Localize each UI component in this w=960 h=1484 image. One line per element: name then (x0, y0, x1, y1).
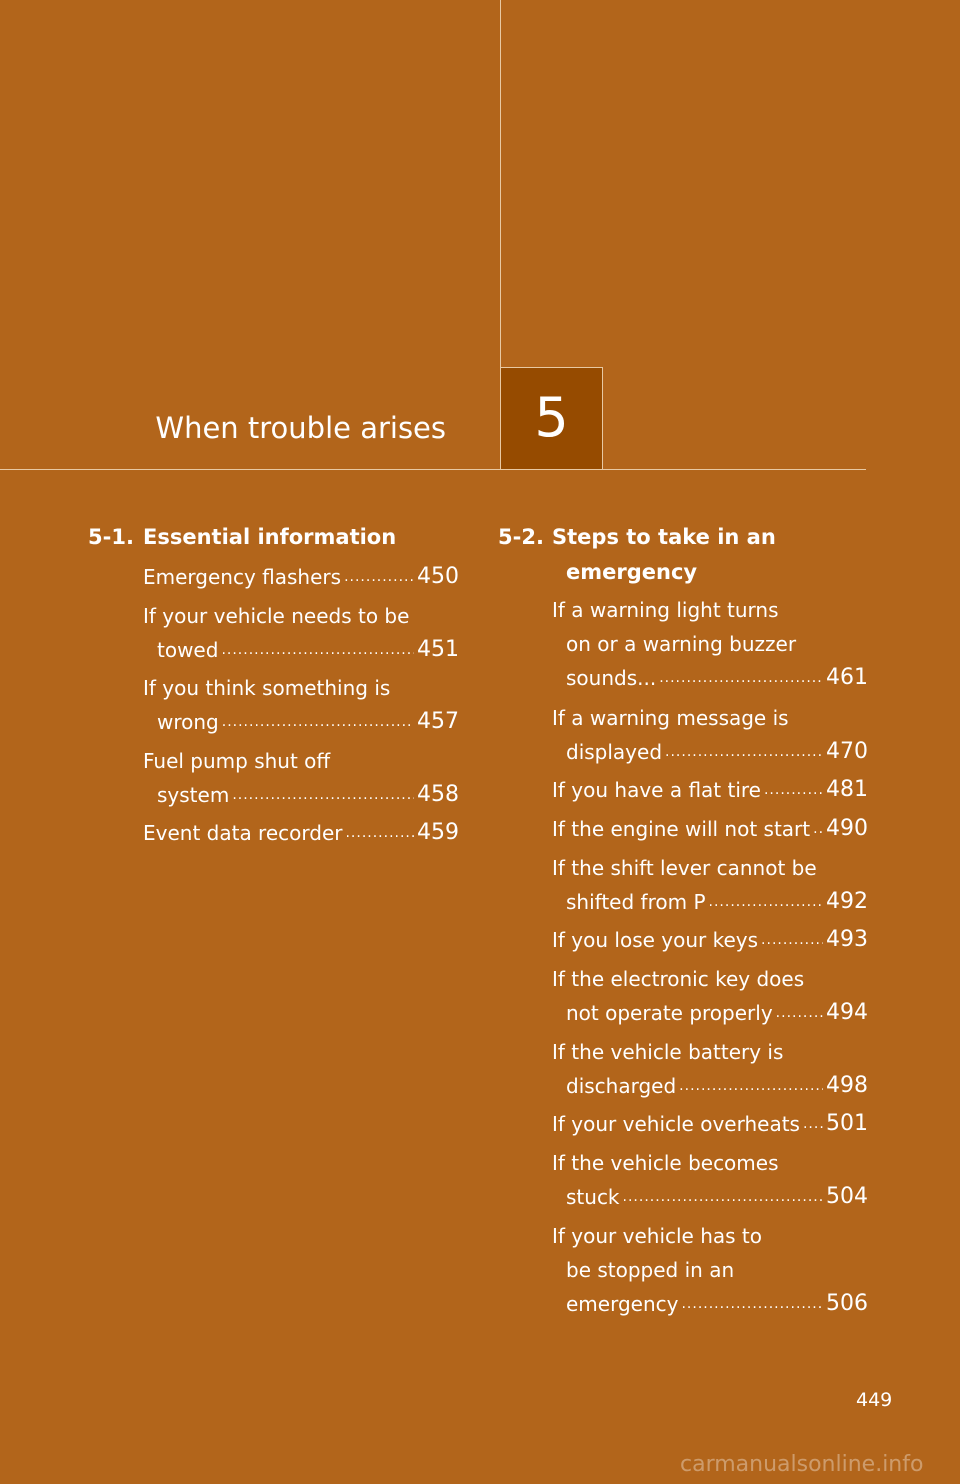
toc-entry[interactable] (143, 671, 459, 739)
leader-dots (776, 996, 823, 1030)
leader-dots (221, 633, 414, 667)
toc-page-number: 498 (826, 1073, 868, 1098)
leader-dots (681, 1287, 823, 1321)
chapter-title: When trouble arises (155, 411, 446, 445)
toc-page-number: 494 (826, 1000, 868, 1025)
toc-entry-text: towed (157, 638, 219, 662)
leader-dots (813, 812, 823, 846)
toc-entry-text: If the electronic key does (552, 967, 805, 991)
toc-entry[interactable] (552, 773, 868, 807)
toc-entry-text: If a warning light turns (552, 598, 779, 622)
leader-dots (665, 735, 823, 769)
page-number: 449 (856, 1389, 893, 1411)
leader-dots (222, 705, 414, 739)
toc-entry-text: If the shift lever cannot be (552, 856, 817, 880)
toc-page-number: 490 (826, 816, 868, 841)
toc-page-number: 450 (417, 564, 459, 589)
toc-entry-text: If your vehicle has to (552, 1224, 762, 1248)
toc-entry-text: shifted from P (566, 890, 706, 914)
leader-dots (345, 816, 414, 850)
toc-entry-text: system (157, 783, 230, 807)
toc-entry-text: displayed (566, 740, 663, 764)
toc-entry-text: If the vehicle battery is (552, 1040, 784, 1064)
toc-page-number: 458 (417, 782, 459, 807)
toc-entry[interactable] (552, 851, 868, 919)
toc-entry[interactable] (143, 560, 459, 594)
section-number-5-1: 5-1. (88, 525, 134, 549)
toc-entry[interactable] (552, 1219, 868, 1321)
toc-entry-text: If you have a flat tire (552, 778, 761, 802)
toc-entry[interactable] (552, 1107, 868, 1141)
section-title-5-1: Essential information (143, 525, 397, 549)
toc-page-number: 492 (826, 889, 868, 914)
toc-page-number: 459 (417, 820, 459, 845)
leader-dots (344, 560, 414, 594)
toc-entry[interactable] (552, 593, 868, 695)
leader-dots (764, 773, 823, 807)
toc-entry-text: sounds... (566, 666, 657, 690)
toc-entry-text: not operate properly (566, 1001, 773, 1025)
toc-page-number: 506 (826, 1291, 868, 1316)
toc-page-number: 451 (417, 637, 459, 662)
toc-entry-text: If a warning message is (552, 706, 789, 730)
chapter-number-box (500, 367, 603, 469)
leader-dots (709, 885, 823, 919)
toc-entry-text: wrong (157, 710, 219, 734)
toc-entry-text: If your vehicle needs to be (143, 604, 410, 628)
toc-entry-text: If the engine will not start (552, 817, 811, 841)
horizontal-divider (0, 469, 866, 470)
toc-page-number: 481 (826, 777, 868, 802)
leader-dots (623, 1180, 823, 1214)
toc-entry-text: If you lose your keys (552, 928, 759, 952)
toc-page-number: 457 (417, 709, 459, 734)
leader-dots (761, 923, 823, 957)
toc-entry-text: Emergency flashers (143, 565, 342, 589)
watermark: carmanualsonline.info (680, 1452, 924, 1477)
leader-dots (679, 1069, 823, 1103)
leader-dots (803, 1107, 823, 1141)
toc-entry[interactable] (552, 812, 868, 846)
toc-entry[interactable] (552, 962, 868, 1030)
toc-page-number: 493 (826, 927, 868, 952)
toc-page-number: 501 (826, 1111, 868, 1136)
toc-entry[interactable] (143, 816, 459, 850)
toc-entry[interactable] (143, 744, 459, 812)
toc-entry-text: Fuel pump shut off (143, 749, 331, 773)
toc-entry[interactable] (552, 923, 868, 957)
toc-entry-text: discharged (566, 1074, 677, 1098)
toc-entry-text: Event data recorder (143, 821, 343, 845)
toc-page-number: 470 (826, 739, 868, 764)
toc-entry-text: If the vehicle becomes (552, 1151, 779, 1175)
toc-entry[interactable] (143, 599, 459, 667)
toc-entry-text: If you think something is (143, 676, 391, 700)
section-title-5-2-line2: emergency (566, 560, 698, 584)
leader-dots (659, 661, 823, 695)
toc-entry-text: be stopped in an (566, 1258, 735, 1282)
toc-entry[interactable] (552, 701, 868, 769)
toc-entry[interactable] (552, 1146, 868, 1214)
section-number-5-2: 5-2. (498, 525, 544, 549)
chapter-number: 5 (534, 386, 569, 449)
toc-entry-text: emergency (566, 1292, 679, 1316)
toc-entry-text: on or a warning buzzer (566, 632, 797, 656)
toc-entry-text: If your vehicle overheats (552, 1112, 800, 1136)
toc-page-number: 504 (826, 1184, 868, 1209)
leader-dots (232, 778, 414, 812)
section-title-5-2-line1: Steps to take in an (552, 525, 776, 549)
toc-page-number: 461 (826, 665, 868, 690)
toc-entry-text: stuck (566, 1185, 620, 1209)
toc-entry[interactable] (552, 1035, 868, 1103)
